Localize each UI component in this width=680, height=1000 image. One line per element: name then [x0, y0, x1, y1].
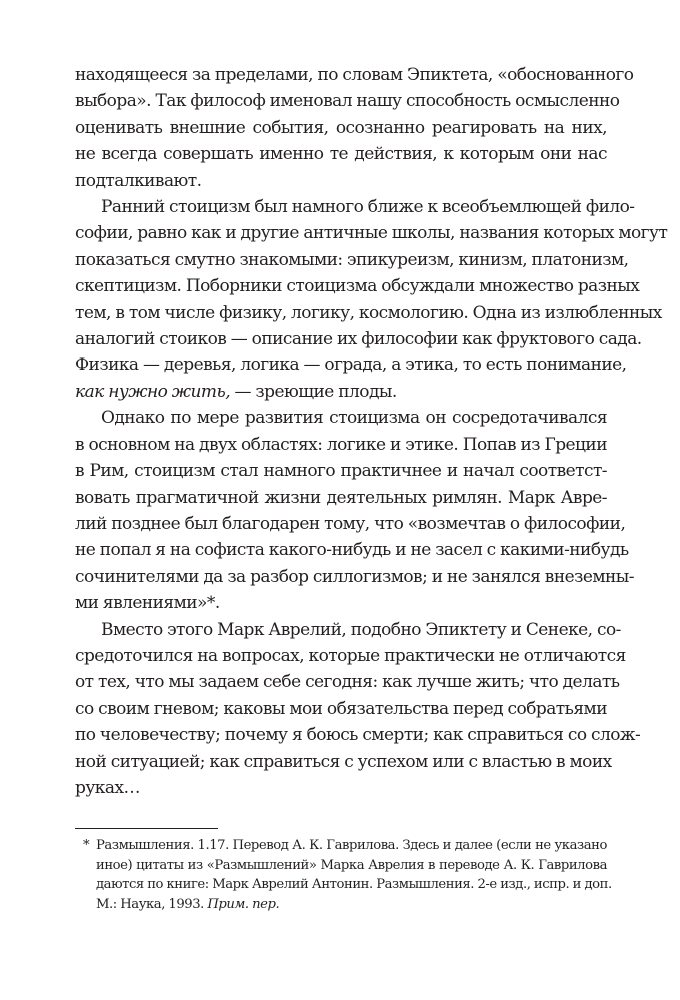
text-line: показаться смутно знакомыми: эпикуреизм, кинизм, платонизм, [75, 249, 629, 270]
text-line: ной ситуацией; как справиться с успехом или с властью в моих [75, 751, 612, 772]
footnote-divider [75, 828, 218, 829]
text-line: оценивать внешние события, осознанно реагировать на них, [75, 117, 607, 138]
text-line: сочинителями да за разбор силлогизмов; и не занялся внеземны- [75, 566, 634, 587]
text-line: по человечеству; почему я боюсь смерти; как справиться со слож- [75, 725, 641, 746]
text-line: находящееся за пределами, по словам Эпиктета, «обоснованного [75, 65, 634, 85]
paragraph-1 [75, 62, 634, 194]
text-line: руках… [75, 777, 140, 798]
text-line: тем, в том числе физику, логику, космологию. Одна из излюбленных [75, 302, 662, 323]
text-line: не всегда совершать именно те действия, к которым они нас [75, 144, 607, 165]
footnote-line [96, 895, 607, 915]
paragraph-3 [75, 405, 634, 616]
text-line: выбора». Так философ именовал нашу способность осмысленно [75, 91, 620, 112]
text-run: М.: Наука, 1993. [96, 896, 208, 912]
text-run: — зреющие плоды. [230, 381, 397, 402]
text-line: в Рим, стоицизм стал намного практичнее и начал соответст- [75, 461, 607, 482]
footnote-line: даются по книге: Марк Аврелий Антонин. Размышления. 2-е изд., испр. и доп. [96, 877, 612, 893]
text-line: не попал я на софиста какого-нибудь и не засел с какими-нибудь [75, 540, 629, 561]
text-line: ми явлениями»*. [75, 593, 220, 614]
paragraph-2 [75, 194, 668, 405]
text-line: скептицизм. Поборники стоицизма обсуждали множество разных [75, 276, 640, 297]
text-line: подталкивают. [75, 170, 202, 191]
page-body [75, 62, 668, 801]
footnote [83, 836, 612, 914]
text-line: со своим гневом; каковы мои обязательства перед собратьями [75, 698, 607, 719]
text-line: софии, равно как и другие античные школы, названия которых могут [75, 223, 668, 244]
text-line: Физика — деревья, логика — ограда, а этика, то есть понимание, [75, 355, 627, 376]
italic-phrase: как нужно жить, [75, 381, 231, 402]
footnote-marker: * [83, 838, 90, 853]
text-line: аналогий стоиков — описание их философии как фруктового сада. [75, 329, 642, 350]
footnote-line [83, 836, 607, 856]
text-run: Размышления. 1.17. Перевод А. К. Гаврилова. Здесь и далее (если не указано [96, 838, 607, 853]
text-line: Ранний стоицизм был намного ближе к всеобъемлющей фило- [101, 197, 635, 218]
text-line: Однако по мере развития стоицизма он сосредотачивался [101, 408, 607, 429]
text-line: Вместо этого Марк Аврелий, подобно Эпиктету и Сенеке, со- [101, 619, 621, 640]
text-line: от тех, что мы задаем себе сегодня: как лучше жить; что делать [75, 672, 620, 693]
text-line [75, 379, 607, 405]
italic-note: Прим. пер. [207, 896, 280, 912]
text-line: в основном на двух областях: логике и этике. Попав из Греции [75, 434, 607, 455]
footnote-line: иное) цитаты из «Размышлений» Марка Аврелия в переводе А. К. Гаврилова [96, 857, 607, 873]
text-line: лий позднее был благодарен тому, что «возмечтав о философии, [75, 513, 626, 534]
paragraph-4 [75, 617, 641, 802]
text-line: вовать прагматичной жизни деятельных римлян. Марк Авре- [75, 487, 607, 508]
text-line: средоточился на вопросах, которые практически не отличаются [75, 645, 626, 666]
